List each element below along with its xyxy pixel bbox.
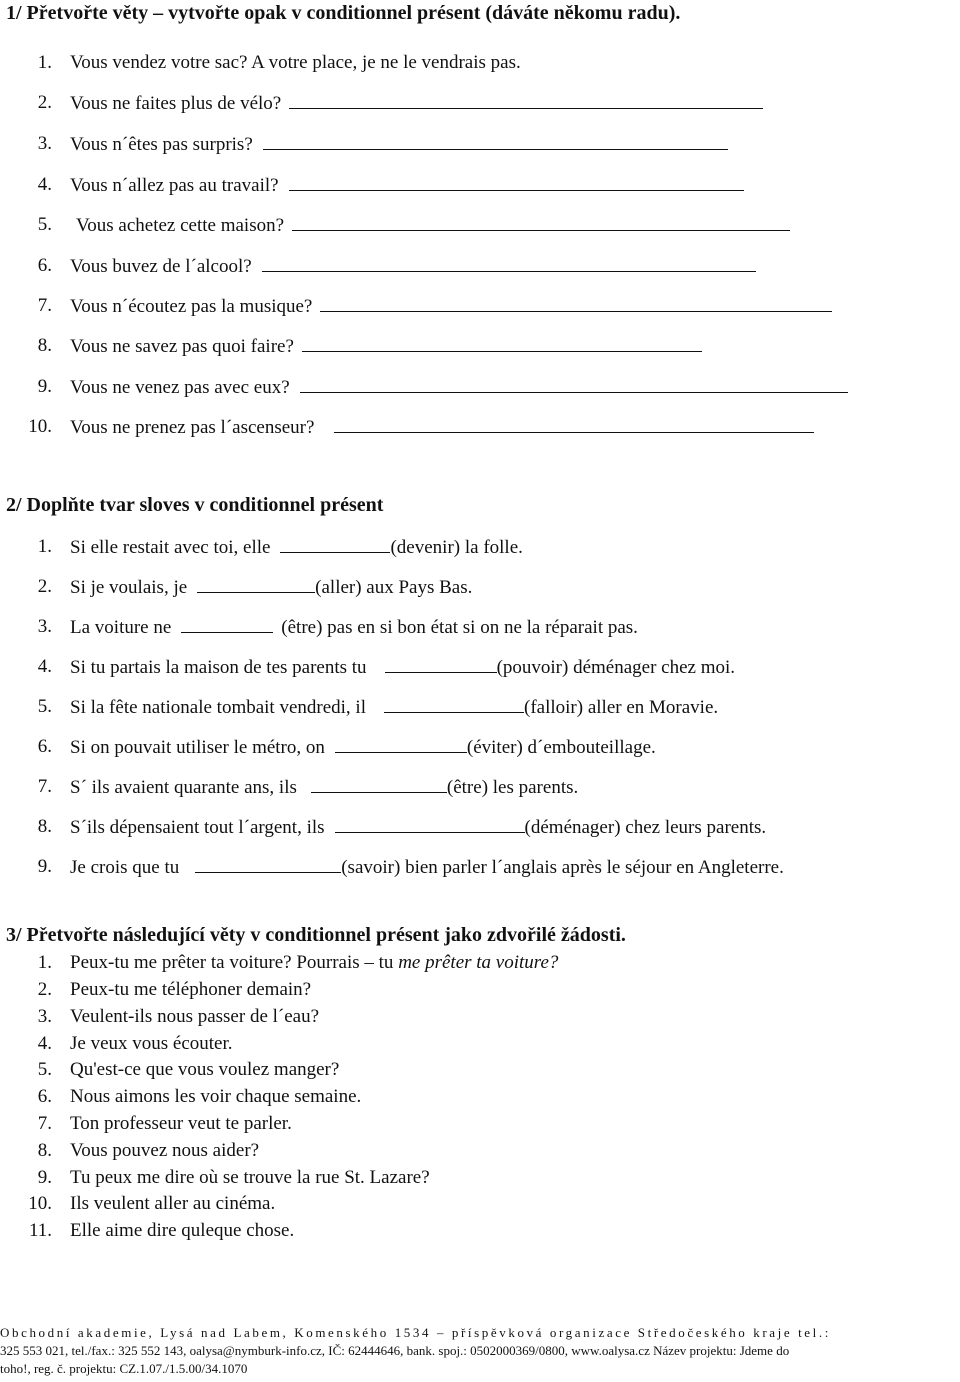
item-number: 7. [37,1113,52,1134]
item-text: Vous pouvez nous aider? [70,1140,260,1161]
verb-blank[interactable] [311,774,447,793]
footer-contacts: 325 553 021, tel./fax.: 325 552 143, oalysa@nymburk-info.cz, IČ: 62444646, bank. spoj.: 0502000369/0800, www.oalysa.cz Název projektu: Jdeme do [0,1343,790,1358]
footer-project: toho!, reg. č. projektu: CZ.1.07./1.5.00/34.1070 [0,1361,248,1376]
item-text-before: Si elle restait avec toi, elle [70,537,271,558]
item-text-after: (devenir) la folle. [390,537,523,558]
item-text: Tu peux me dire où se trouve la rue St. Lazare? [70,1167,430,1188]
answer-blank[interactable] [334,414,814,433]
item-text-after: (pouvoir) déménager chez moi. [496,657,736,678]
item-number: 5. [37,696,52,717]
item-text: Vous ne venez pas avec eux? [70,377,290,398]
verb-blank[interactable] [197,574,315,593]
item-text: Vous ne prenez pas l´ascenseur? [70,417,315,438]
item-text: Veulent-ils nous passer de l´eau? [70,1006,320,1027]
item-number: 2. [37,576,52,597]
item-number: 7. [37,295,52,316]
item-text: Vous n´écoutez pas la musique? [70,296,313,317]
item-text-before: S´ ils avaient quarante ans, ils [70,777,297,798]
item-number: 4. [37,1033,52,1054]
item-text-after: (savoir) bien parler l´anglais après le séjour en Angleterre. [341,857,784,878]
answer-blank[interactable] [300,374,848,393]
item-example-italic: me prêter ta voiture? [398,952,559,973]
item-number: 1. [37,952,52,973]
item-number: 9. [37,376,52,397]
item-text: Vous n´êtes pas surpris? [70,134,253,155]
item-text-after: (falloir) aller en Moravie. [524,697,719,718]
item-number: 9. [37,1167,52,1188]
section1-title: 1/ Přetvořte věty – vytvořte opak v conditionnel présent (dáváte někomu radu). [6,2,681,24]
item-number: 5. [37,1059,52,1080]
footer-institution: Obchodní akademie, Lysá nad Labem, Komenského 1534 – příspěvková organizace Středočeského kraje tel.: [0,1325,831,1340]
answer-blank[interactable] [302,333,702,352]
item-number: 1. [37,52,52,73]
verb-blank[interactable] [195,854,341,873]
section2-title: 2/ Doplňte tvar sloves v conditionnel présent [6,494,384,516]
item-number: 11. [28,1220,52,1241]
item-text: Vous ne faites plus de vélo? [70,93,282,114]
verb-blank[interactable] [385,654,497,673]
item-text-after: (être) les parents. [446,777,579,798]
item-text-after: (éviter) d´embouteillage. [466,737,656,758]
item-number: 1. [37,536,52,557]
verb-blank[interactable] [335,814,525,833]
item-text: Vous ne savez pas quoi faire? [70,336,294,357]
item-text-before: La voiture ne [70,617,172,638]
item-text-before: Si tu partais la maison de tes parents tu [70,657,367,678]
item-number: 10. [28,416,52,437]
item-number: 6. [37,736,52,757]
item-text: Je veux vous écouter. [70,1033,233,1054]
section3-title: 3/ Přetvořte následující věty v conditionnel présent jako zdvořilé žádosti. [6,924,626,946]
verb-blank[interactable] [280,534,390,553]
item-text: Vous vendez votre sac? A votre place, je ne le vendrais pas. [70,52,521,73]
answer-blank[interactable] [289,172,744,191]
item-text: Ton professeur veut te parler. [70,1113,292,1134]
item-text: Qu'est-ce que vous voulez manger? [70,1059,340,1080]
item-number: 8. [37,335,52,356]
verb-blank[interactable] [335,734,467,753]
item-number: 8. [37,816,52,837]
item-number: 6. [37,1086,52,1107]
item-number: 4. [37,656,52,677]
answer-blank[interactable] [320,293,832,312]
item-text-before: Je crois que tu [70,857,180,878]
item-text: Nous aimons les voir chaque semaine. [70,1086,362,1107]
item-text-before: Si la fête nationale tombait vendredi, il [70,697,366,718]
page-footer [0,1324,960,1378]
item-text-before: Si je voulais, je [70,577,188,598]
item-number: 8. [37,1140,52,1161]
item-number: 9. [37,856,52,877]
answer-blank[interactable] [289,90,763,109]
item-text: Peux-tu me téléphoner demain? [70,979,312,1000]
item-number: 3. [37,616,52,637]
item-text: Vous n´allez pas au travail? [70,175,279,196]
item-number: 4. [37,174,52,195]
item-text: Vous buvez de l´alcool? [70,256,252,277]
answer-blank[interactable] [262,253,756,272]
item-text-after: (déménager) chez leurs parents. [524,817,767,838]
item-text-after: (aller) aux Pays Bas. [315,577,473,598]
item-text-before: Si on pouvait utiliser le métro, on [70,737,325,758]
item-text-before: S´ils dépensaient tout l´argent, ils [70,817,325,838]
item-number: 10. [28,1193,52,1214]
item-number: 6. [37,255,52,276]
item-number: 2. [37,92,52,113]
item-number: 2. [37,979,52,1000]
item-text: Peux-tu me prêter ta voiture? Pourrais – tu [70,952,399,973]
answer-blank[interactable] [292,212,790,231]
verb-blank[interactable] [181,614,273,633]
item-number: 3. [37,133,52,154]
verb-blank[interactable] [384,694,524,713]
item-text: Vous achetez cette maison? [76,215,285,236]
answer-blank[interactable] [263,131,728,150]
item-number: 3. [37,1006,52,1027]
item-text: Elle aime dire quleque chose. [70,1220,295,1241]
item-text: Ils veulent aller au cinéma. [70,1193,276,1214]
item-number: 7. [37,776,52,797]
item-text-after: (être) pas en si bon état si on ne la réparait pas. [281,617,638,638]
item-number: 5. [37,214,52,235]
